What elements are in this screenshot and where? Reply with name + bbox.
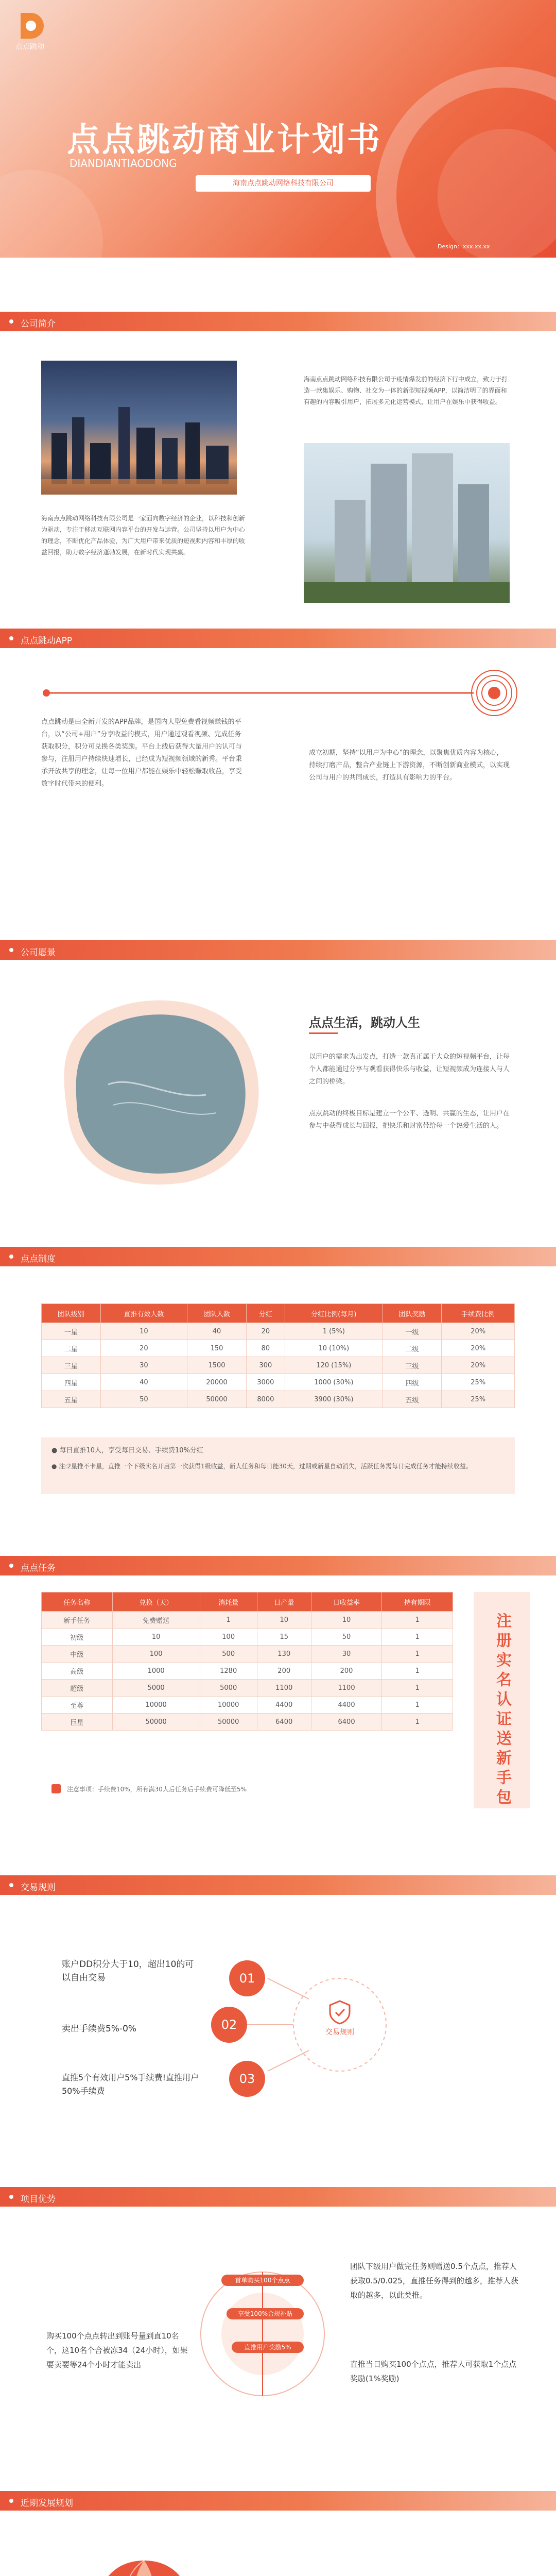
col-header: 手续费比例 (442, 1304, 515, 1323)
col-header: 团队人数 (187, 1304, 247, 1323)
table-cell: 15 (257, 1629, 311, 1646)
table-cell: 10 (100, 1323, 187, 1340)
table-cell: 50000 (187, 1391, 247, 1408)
intro-right-text: 海南点点跳动网络科技有限公司于疫情爆发前的经济下行中成立，致力于打造一款集娱乐、购物、社交为一体的新型短视频APP，以简洁明了的界面和有趣的内容吸引用户，拓展多元化运营模式，让用户在娱乐中获得收益。 (304, 376, 508, 405)
section-bar-advantages (0, 2187, 556, 2207)
table-cell: 1000 (30%) (285, 1374, 383, 1391)
note-text: 注:2星推不卡星，直推一个下级实名开启第一次获得1级收益，新人任务和每日能30天，过期或新星自动消失，活跃任务需每日完成任务才能持续收益。 (59, 1463, 472, 1470)
table-cell: 8000 (246, 1391, 285, 1408)
note-text: 每日直推10人，享受每日交易、手续费10%分红 (59, 1447, 203, 1454)
app-left-text: 点点跳动是由全新开发的APP品牌，是国内大型免费看视频赚钱的平台，以“公司+用户”分享收益的模式，用户通过观看视频、完成任务获取积分，积分可兑换各类奖励。平台上线后获得大量用户的认可与参与，注册用户持续快速增长，已经成为短视频领域的新秀。平台秉承开放共享的理念，让每一位用户都能在娱乐中轻松赚取收益，享受数字时代带来的便利。 (41, 718, 242, 788)
rule-number-3: 03 (229, 2061, 265, 2097)
table-cell: 20% (442, 1357, 515, 1374)
col-header: 兑换（天） (112, 1592, 200, 1612)
section-bar-rules (0, 1875, 556, 1895)
table-cell: 50000 (200, 1714, 257, 1731)
advantage-left-text: 购买100个点点转出到账号量到直10名个，这10名个合被冻34（24小时），如果要卖要等24个小时才能卖出 (46, 2331, 188, 2369)
table-cell: 100 (112, 1646, 200, 1663)
rules-center-label: 交易规则 (325, 2028, 354, 2037)
rules-center (309, 1994, 371, 2056)
cover-logo (15, 10, 62, 57)
table-cell: 50000 (112, 1714, 200, 1731)
section-bar-tasks (0, 1556, 556, 1575)
table-cell: 10 (112, 1629, 200, 1646)
shield-icon (327, 1999, 353, 2025)
section-bar-intro (0, 312, 556, 331)
table-cell: 4400 (257, 1697, 311, 1714)
logo-icon (15, 10, 46, 41)
system-notes (41, 1437, 515, 1494)
table-cell: 3900 (30%) (285, 1391, 383, 1408)
section-bar-app (0, 629, 556, 648)
rule-item-2: 卖出手续费5%-0% (62, 2024, 137, 2034)
logo-text: 点点跳动 (15, 43, 44, 51)
table-cell: 200 (311, 1663, 382, 1680)
section-title: 交易规则 (21, 1883, 56, 1893)
section-title: 点点制度 (21, 1254, 56, 1264)
rule-item-3: 直推5个有效用户5%手续费!直推用户50%手续费 (62, 2073, 199, 2096)
col-header: 团队奖励 (383, 1304, 442, 1323)
table-cell: 80 (246, 1340, 285, 1357)
table-cell: 1100 (257, 1680, 311, 1697)
table-row (42, 1323, 515, 1340)
table-cell: 五星 (42, 1391, 101, 1408)
table-cell: 130 (257, 1646, 311, 1663)
rule-item-1: 账户DD积分大于10，超出10的可以自由交易 (62, 1959, 194, 1983)
vision-heading-underline (309, 1032, 338, 1034)
col-header: 日产量 (257, 1592, 311, 1612)
table-cell: 10 (311, 1612, 382, 1629)
vision-para-2: 点点跳动的终极目标是建立一个公平、透明、共赢的生态，让用户在参与中获得成长与回报，把快乐和财富带给每一个热爱生活的人。 (309, 1110, 510, 1130)
table-cell: 1 (382, 1663, 453, 1680)
vision-heading: 点点生活，跳动人生 (309, 1015, 420, 1030)
table-cell: 100 (200, 1629, 257, 1646)
table-cell: 300 (246, 1357, 285, 1374)
table-cell: 初级 (42, 1629, 113, 1646)
table-cell: 3000 (246, 1374, 285, 1391)
section-title: 点点跳动APP (21, 636, 73, 646)
table-cell: 20 (246, 1323, 285, 1340)
cover-title: 点点跳动商业计划书 (67, 121, 382, 159)
table-cell: 500 (200, 1646, 257, 1663)
advantage-graphic (185, 2241, 340, 2427)
section-title: 公司简介 (21, 319, 56, 329)
table-cell: 6400 (311, 1714, 382, 1731)
table-cell: 25% (442, 1374, 515, 1391)
table-cell: 50 (311, 1629, 382, 1646)
intro-left-text: 海南点点跳动网络科技有限公司是一家面向数字经济的企业，以科技和创新为驱动，专注于移动互联网内容平台的开发与运营。公司坚持以用户为中心的理念，不断优化产品体验，为广大用户带来优质的短视频内容和丰厚的收益回报，助力数字经济蓬勃发展，在新时代实现共赢。 (41, 515, 246, 556)
advantage-pill-2: 享受100%合规补贴 (227, 2308, 304, 2319)
table-cell: 10 (257, 1612, 311, 1629)
table-cell: 10000 (112, 1697, 200, 1714)
col-header: 分红 (246, 1304, 285, 1323)
col-header: 直推有效人数 (100, 1304, 187, 1323)
table-cell: 五级 (383, 1391, 442, 1408)
table-cell: 1 (382, 1646, 453, 1663)
section-title: 公司愿景 (21, 947, 56, 958)
table-cell: 5000 (200, 1680, 257, 1697)
table-cell: 1 (382, 1697, 453, 1714)
table-row (42, 1680, 453, 1697)
table-cell: 1000 (112, 1663, 200, 1680)
table-cell: 200 (257, 1663, 311, 1680)
table-row (42, 1646, 453, 1663)
note-1: ● 每日直推10人，享受每日交易、手续费10%分红 (51, 1447, 203, 1454)
advantage-right-text-2: 直推当日购买100个点点，推荐人可获取1个点点奖励(1%奖励) (350, 2360, 517, 2383)
table-row (42, 1629, 453, 1646)
col-header: 日收益率 (311, 1592, 382, 1612)
table-cell: 6400 (257, 1714, 311, 1731)
design-credit: Design：xxx.xx.xx (438, 243, 490, 250)
table-cell: 四级 (383, 1374, 442, 1391)
table-header (42, 1592, 453, 1612)
table-cell: 1 (382, 1714, 453, 1731)
col-header: 消耗量 (200, 1592, 257, 1612)
table-cell: 20 (100, 1340, 187, 1357)
task-table (41, 1592, 453, 1731)
section-bar-vision (0, 940, 556, 960)
table-cell: 120 (15%) (285, 1357, 383, 1374)
vision-para-1: 以用户的需求为出发点，打造一款真正属于大众的短视频平台，让每个人都能通过分享与观看获得快乐与收益，让短视频成为连接人与人之间的桥梁。 (309, 1053, 510, 1086)
table-cell: 巨星 (42, 1714, 113, 1731)
table-cell: 40 (187, 1323, 247, 1340)
table-row (42, 1391, 515, 1408)
rule-number-2: 02 (211, 2007, 247, 2043)
table-cell: 1 (382, 1612, 453, 1629)
task-footnote-box (51, 1780, 381, 1811)
table-cell: 5000 (112, 1680, 200, 1697)
table-row (42, 1663, 453, 1680)
table-cell: 20000 (187, 1374, 247, 1391)
section-bar-system (0, 1247, 556, 1266)
section-title: 项目优势 (21, 2194, 56, 2205)
task-side-panel (474, 1592, 530, 1808)
table-row (42, 1374, 515, 1391)
table-cell: 新手任务 (42, 1612, 113, 1629)
col-header: 团队级别 (42, 1304, 101, 1323)
advantage-right-text-1: 团队下级用户做完任务则赠送0.5个点点，推荐人获取0.5/0.025，直推任务得到的越多，推荐人获取的越多，以此类推。 (350, 2262, 518, 2300)
col-header: 持有期限 (382, 1592, 453, 1612)
table-row (42, 1697, 453, 1714)
table-cell: 免费赠送 (112, 1612, 200, 1629)
building-photo (304, 443, 510, 603)
table-row (42, 1714, 453, 1731)
table-cell: 高级 (42, 1663, 113, 1680)
table-cell: 10000 (200, 1697, 257, 1714)
task-side-text: 注册实名认证送新手包 (493, 1613, 511, 1808)
table-cell: 4400 (311, 1697, 382, 1714)
table-cell: 20% (442, 1340, 515, 1357)
table-cell: 30 (311, 1646, 382, 1663)
cover-company-box (196, 175, 371, 192)
table-cell: 三级 (383, 1357, 442, 1374)
hot-air-balloon (72, 2540, 257, 2576)
table-cell: 1500 (187, 1357, 247, 1374)
table-cell: 至尊 (42, 1697, 113, 1714)
advantage-pill-1: 首单购买100个点点 (221, 2275, 304, 2286)
table-cell: 40 (100, 1374, 187, 1391)
table-header (42, 1304, 515, 1323)
table-cell: 1 (382, 1680, 453, 1697)
table-row (42, 1357, 515, 1374)
table-cell: 1 (5%) (285, 1323, 383, 1340)
cover-company: 海南点点跳动网络科技有限公司 (233, 179, 334, 188)
app-right-text: 成立初期，坚持“以用户为中心”的理念，以聚焦优质内容为核心，持续打磨产品，整合产业链上下游资源，不断创新商业模式，以实现公司与用户的共同成长，打造具有影响力的平台。 (309, 749, 510, 782)
table-cell: 50 (100, 1391, 187, 1408)
table-row (42, 1340, 515, 1357)
table-cell: 四星 (42, 1374, 101, 1391)
city-photo (41, 361, 237, 495)
table-cell: 一星 (42, 1323, 101, 1340)
cover (0, 0, 556, 258)
table-cell: 20% (442, 1323, 515, 1340)
table-cell: 中级 (42, 1646, 113, 1663)
table-cell: 30 (100, 1357, 187, 1374)
table-cell: 150 (187, 1340, 247, 1357)
cover-subtitle: DIANDIANTIAODONG (70, 157, 177, 170)
table-row (42, 1612, 453, 1629)
building-graphic (304, 443, 510, 603)
table-cell: 二级 (383, 1340, 442, 1357)
section-bar-plan (0, 2491, 556, 2511)
city-skyline (41, 361, 237, 495)
note-icon (51, 1784, 61, 1793)
table-cell: 1280 (200, 1663, 257, 1680)
table-cell: 10 (10%) (285, 1340, 383, 1357)
section-title: 近期发展规划 (21, 2498, 73, 2509)
table-cell: 1 (200, 1612, 257, 1629)
table-cell: 25% (442, 1391, 515, 1408)
rule-number-1: 01 (229, 1960, 265, 1996)
system-table (41, 1303, 515, 1408)
table-cell: 1 (382, 1629, 453, 1646)
col-header: 任务名称 (42, 1592, 113, 1612)
table-cell: 三星 (42, 1357, 101, 1374)
table-cell: 超级 (42, 1680, 113, 1697)
section-title: 点点任务 (21, 1563, 56, 1573)
col-header: 分红比例(每月) (285, 1304, 383, 1323)
vision-blob (51, 981, 278, 1198)
table-cell: 一级 (383, 1323, 442, 1340)
table-cell: 二星 (42, 1340, 101, 1357)
advantage-pill-3: 直推用户奖励5% (232, 2342, 304, 2353)
note-2: ● 注:2星推不卡星，直推一个下级实名开启第一次获得1级收益，新人任务和每日能30天，过期或新星自动消失，活跃任务需每日完成任务才能持续收益。 (51, 1463, 472, 1470)
table-cell: 1100 (311, 1680, 382, 1697)
task-footnote: 注意事项：手续费10%，所有满30人后任务后手续费可降低至5% (67, 1786, 247, 1793)
